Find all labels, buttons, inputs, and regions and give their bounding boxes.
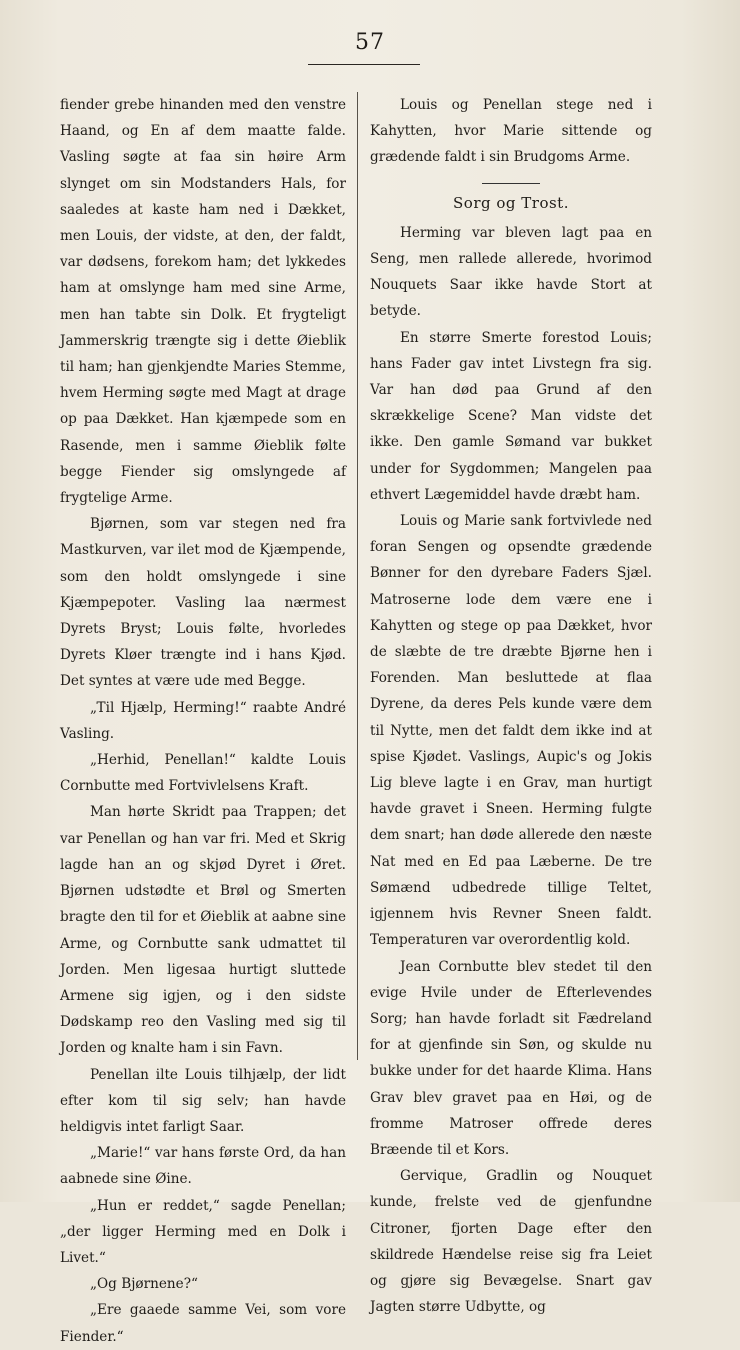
paragraph: Penellan ilte Louis tilhjælp, der lidt efter kom til sig selv; han havde heldigvis intet farligt Saar. <box>60 1066 346 1135</box>
section-rule <box>482 183 540 184</box>
paragraph: Louis og Penellan stege ned i Kahytten, hvor Marie sittende og grædende faldt i sin Brudgoms Arme. <box>370 97 652 166</box>
paragraph: Louis og Marie sank fortvivlede ned foran Sengen og opsendte grædende Bønner for den dyrebare Faders Sjæl. Matroserne lode dem være ene i Kahytten og stege op paa Dækket, hvor de slæbte de tre dræbte Bjørne hen i Forenden. Man besluttede at flaa Dyrene, da deres Pels kunde være dem til Nytte, men det faldt dem ikke ind at spise Kjødet. Vaslings, Aupic's og Jokis Lig bleve lagte i en Grav, man hurtigt havde gravet i Sneen. Herming fulgte dem snart; han døde allerede den næste Nat med en Ed paa Læberne. De tre Sømænd udbedrede tillige Teltet, igjennem hvis Revner Sneen faldt. Temperaturen var overordentlig kold. <box>370 513 652 949</box>
paragraph: En større Smerte forestod Louis; hans Fader gav intet Livstegn fra sig. Var han død paa Grund af den skrækkelige Scene? Man vidste det ikke. Den gamle Sømand var bukket under for Sygdommen; Mangelen paa ethvert Lægemiddel havde dræbt ham. <box>370 329 652 503</box>
paragraph: Jean Cornbutte blev stedet til den evige Hvile under de Efterlevendes Sorg; han havde forladt sit Fædreland for at gjenfinde sin Søn, og skulde nu bukke under for det haarde Klima. Hans Grav blev gravet paa en Høi, og de fromme Matroser offrede deres Bræende til et Kors. <box>370 958 652 1158</box>
paragraph: Bjørnen, som var stegen ned fra Mastkurven, var ilet mod de Kjæmpende, som den holdt omslyngede i sine Kjæmpepoter. Vasling laa nærmest Dyrets Bryst; Louis følte, hvorledes Dyrets Kløer trængte ind i hans Kjød. Det syntes at være ude med Begge. <box>60 516 346 690</box>
paragraph: „Herhid, Penellan!“ kaldte Louis Cornbutte med Fortvivlelsens Kraft. <box>60 752 346 795</box>
header-rule <box>308 64 420 65</box>
column-divider <box>357 92 358 1060</box>
left-column <box>60 92 346 1350</box>
paragraph: „Og Bjørnene?“ <box>90 1276 198 1293</box>
section-title: Sorg og Trost. <box>453 193 569 212</box>
paragraph: fiender grebe hinanden med den venstre Haand, og En af dem maatte falde. Vasling søgte at faa sin høire Arm slynget om sin Modstanders Hals, for saaledes at kaste ham ned i Dækket, men Louis, der vidste, at den, der faldt, var dødsens, forekom ham; det lykkedes ham at omslynge ham med sine Arme, men han tabte sin Dolk. Et frygteligt Jammerskrig trængte sig i dette Øieblik til ham; han gjenkjendte Maries Stemme, hvem Herming søgte med Magt at drage op paa Dækket. Han kjæmpede som en Rasende, men i samme Øieblik følte begge Fiender sig omslyngede af frygtelige Arme. <box>60 97 346 507</box>
paragraph: „Til Hjælp, Herming!“ raabte André Vasling. <box>60 699 346 742</box>
paragraph: Herming var bleven lagt paa en Seng, men rallede allerede, hvorimod Nouquets Saar ikke havde Stort at betyde. <box>370 224 652 320</box>
right-column <box>370 92 652 1320</box>
paragraph: „Ere gaaede samme Vei, som vore Fiender.“ <box>60 1302 346 1345</box>
paragraph: „Marie!“ var hans første Ord, da han aabnede sine Øine. <box>60 1145 346 1188</box>
page-number: 57 <box>355 30 385 55</box>
paragraph: Gervique, Gradlin og Nouquet kunde, frelste ved de gjenfundne Citroner, fjorten Dage efter den skildrede Hændelse reise sig fra Leiet og gjøre sig Bevægelse. Snart gav Jagten større Udbytte, og <box>370 1168 652 1316</box>
paragraph: Man hørte Skridt paa Trappen; det var Penellan og han var fri. Med et Skrig lagde han an og skjød Dyret i Øret. Bjørnen udstødte et Brøl og Smerten bragte den til for et Øieblik at aabne sine Arme, og Cornbutte sank udmattet til Jorden. Men ligesaa hurtigt sluttede Armene sig igjen, og i den sidste Dødskamp reo den Vasling med sig til Jorden og knalte ham i sin Favn. <box>60 804 346 1057</box>
paragraph: „Hun er reddet,“ sagde Penellan; „der ligger Herming med en Dolk i Livet.“ <box>60 1197 346 1266</box>
